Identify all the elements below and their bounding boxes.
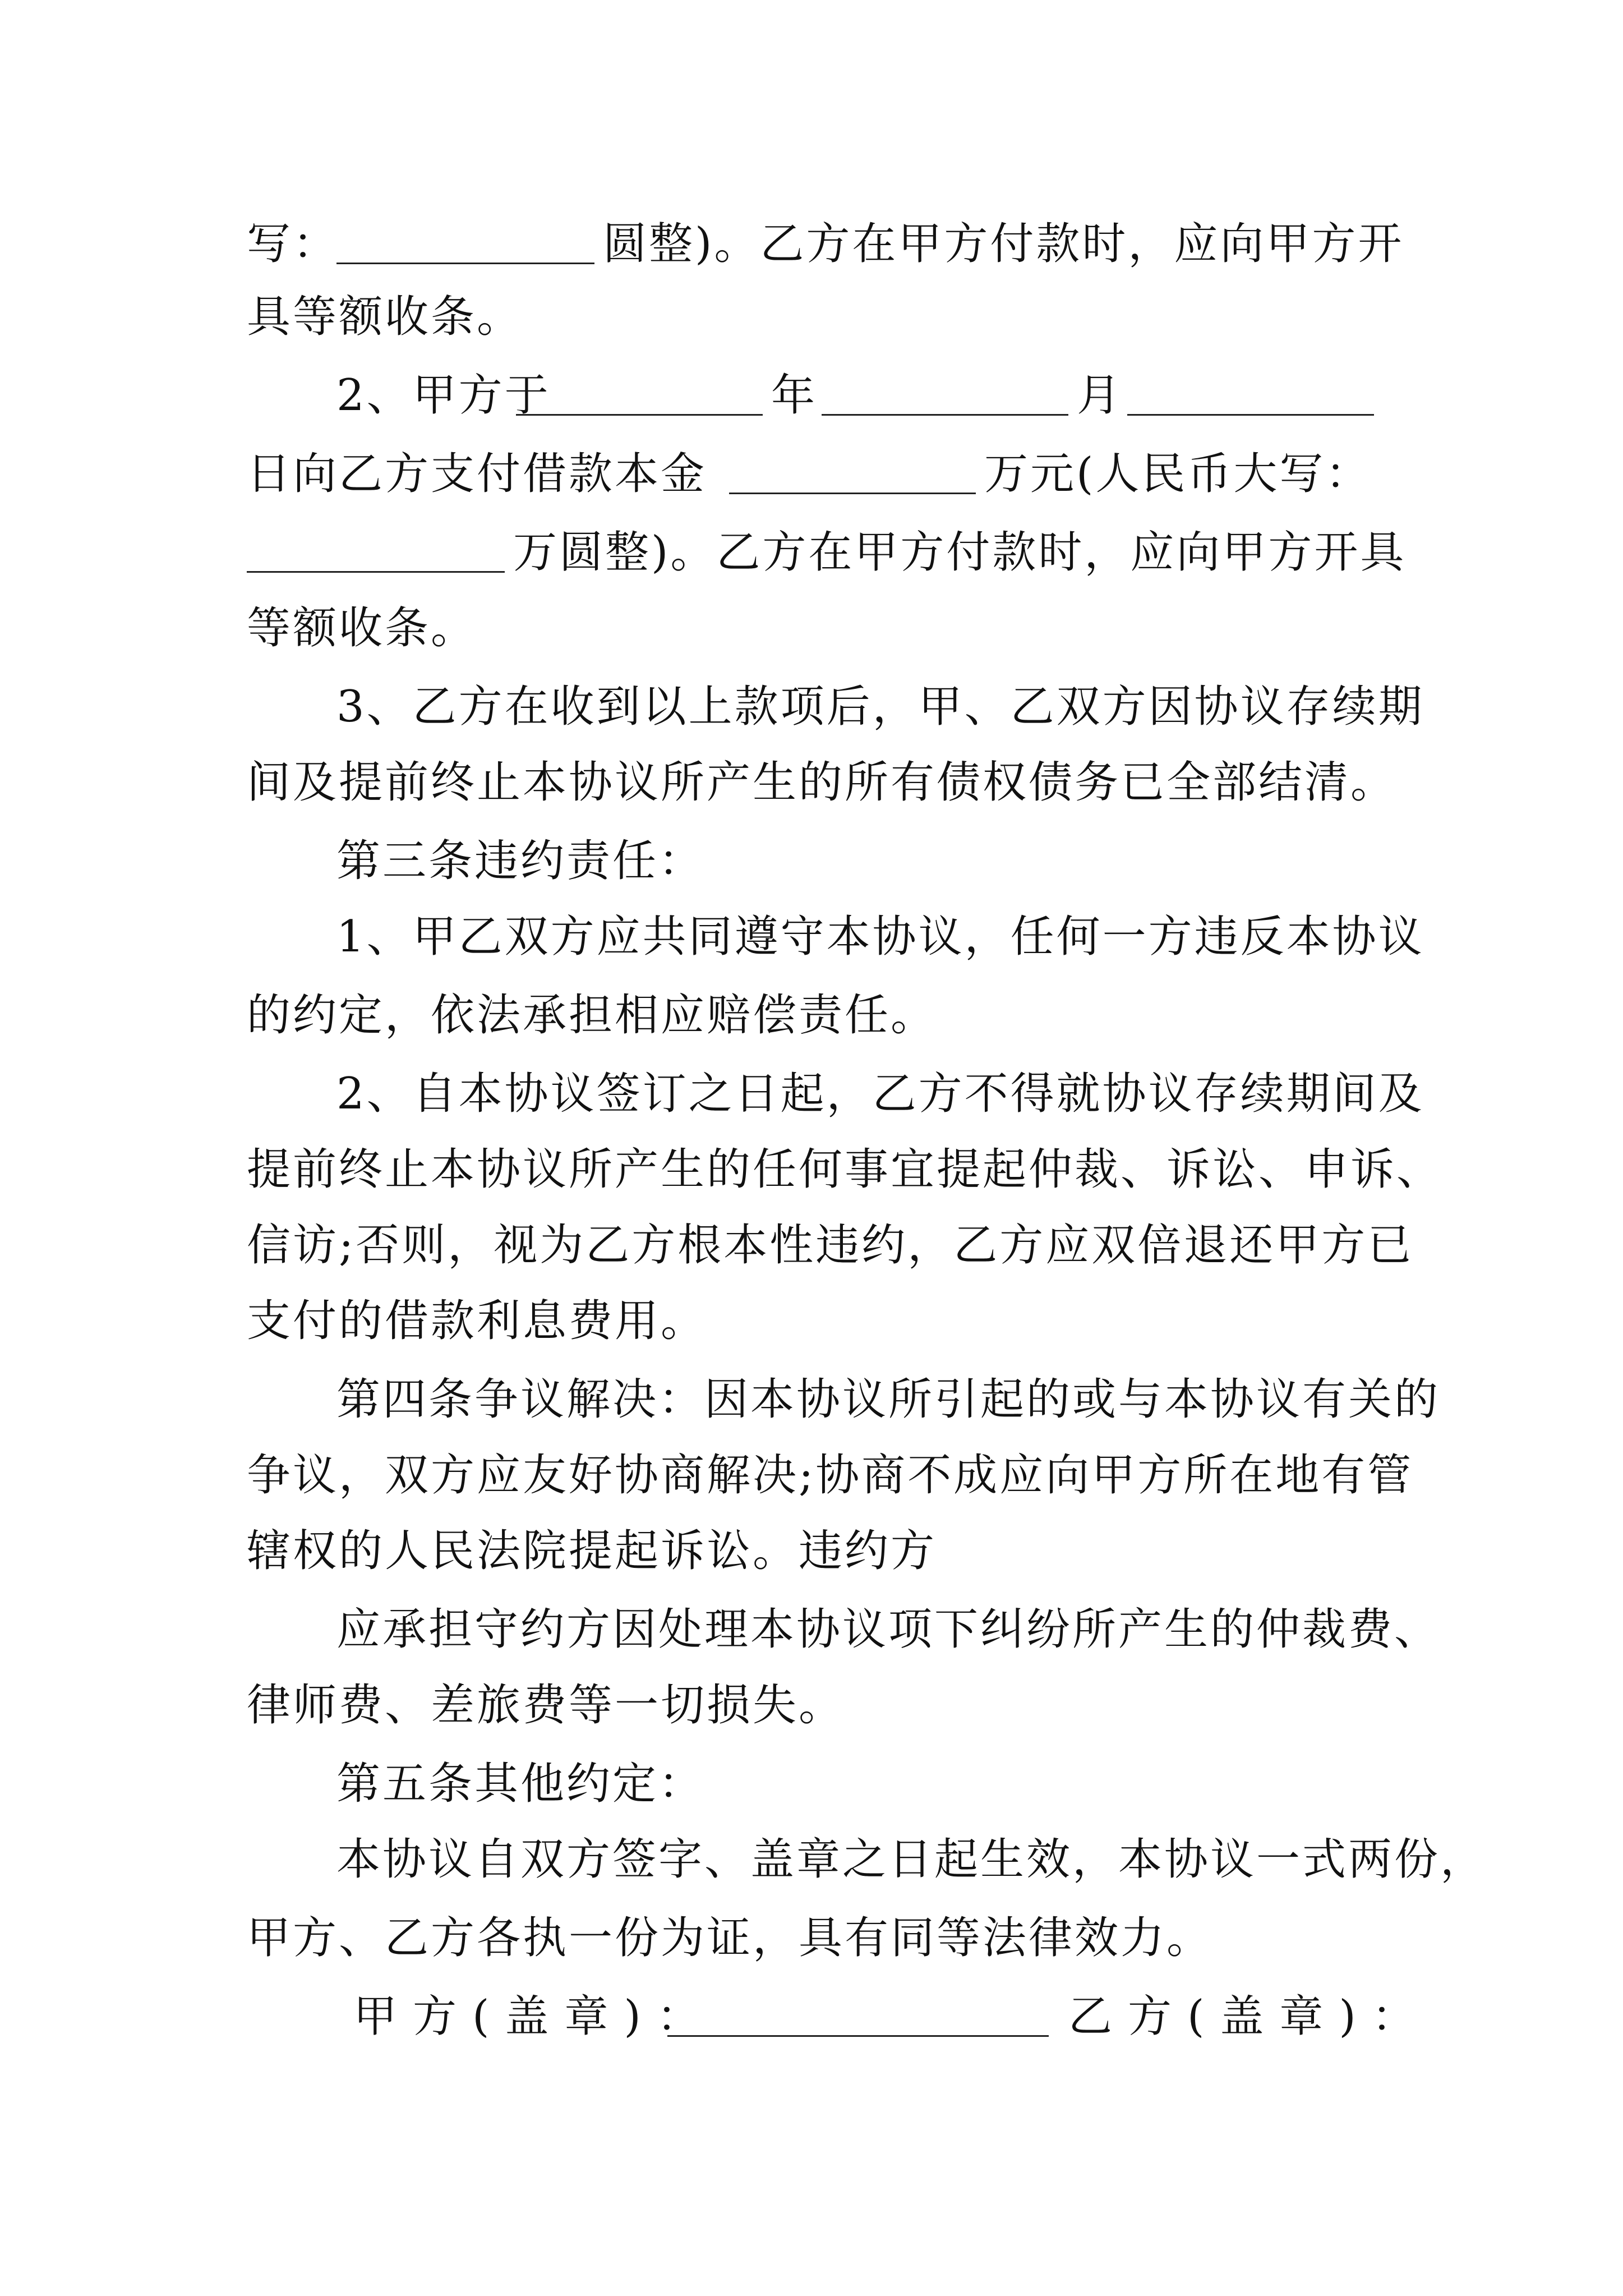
text-segment: 3、乙方在收到以上款项后，甲、乙双方因协议存续期 (336, 682, 1424, 732)
text-segment: 甲方、乙方各执一份为证，具有同等法律效力。 (247, 1913, 1213, 1963)
signature-blank (667, 2035, 1049, 2037)
text-line (0, 670, 1623, 743)
text-segment: 万元(人民币大写： (984, 449, 1372, 499)
text-line (0, 1515, 1623, 1588)
text-segment: 第四条争议解决：因本协议所引起的或与本协议有关的 (336, 1374, 1441, 1425)
text-line (0, 280, 1623, 353)
text-segment: 写： (247, 219, 339, 269)
text-line (0, 1669, 1623, 1742)
text-segment: 信访;否则，视为乙方根本性违约，乙方应双倍退还甲方已 (247, 1220, 1414, 1271)
text-line (0, 516, 1623, 589)
fill-in-blank (336, 263, 594, 264)
text-segment: 辖权的人民法院提起诉讼。违约方 (247, 1526, 937, 1576)
party-b-seal-label: 乙方(盖章)： (1068, 1991, 1431, 2042)
text-line (0, 979, 1623, 1052)
text-line (0, 1823, 1623, 1896)
party-a-seal-label: 甲方(盖章)： (353, 1991, 716, 2042)
text-segment: 年 (771, 370, 818, 421)
text-segment: 1、甲乙双方应共同遵守本协议，任何一方违反本协议 (336, 912, 1424, 962)
text-line (0, 746, 1623, 819)
text-line (0, 1593, 1623, 1666)
text-segment: 日向乙方支付借款本金 (247, 449, 707, 499)
text-line (0, 208, 1623, 280)
text-segment: 具等额收条。 (247, 292, 523, 342)
text-line (0, 1133, 1623, 1206)
fill-in-blank (247, 571, 505, 573)
text-line (0, 359, 1623, 432)
text-line (0, 900, 1623, 973)
text-segment: 第五条其他约定： (336, 1759, 705, 1809)
text-segment: 支付的借款利息费用。 (247, 1296, 707, 1346)
text-segment: 圆整)。乙方在甲方付款时，应向甲方开 (603, 219, 1404, 269)
text-segment: 万圆整)。乙方在甲方付款时，应向甲方开具 (513, 527, 1407, 578)
text-line (0, 1902, 1623, 1975)
text-line (0, 1285, 1623, 1358)
section-heading (0, 1747, 1623, 1820)
text-segment: 律师费、差旅费等一切损失。 (247, 1680, 845, 1731)
text-segment: 的约定，依法承担相应赔偿责任。 (247, 990, 937, 1041)
section-heading (0, 825, 1623, 898)
text-segment: 本协议自双方签字、盖章之日起生效，本协议一式两份， (336, 1834, 1487, 1885)
text-segment: 间及提前终止本协议所产生的所有债权债务已全部结清。 (247, 757, 1397, 808)
text-segment: 提前终止本协议所产生的任何事宜提起仲裁、诉讼、申诉、 (247, 1144, 1443, 1195)
text-segment: 争议，双方应友好协商解决;协商不成应向甲方所在地有管 (247, 1450, 1414, 1501)
text-line (0, 1057, 1623, 1130)
fill-in-blank (516, 414, 763, 416)
text-segment: 应承担守约方因处理本协议项下纠纷所产生的仲裁费、 (336, 1604, 1441, 1655)
text-segment: 第三条违约责任： (336, 836, 705, 886)
text-segment: 2、自本协议签订之日起，乙方不得就协议存续期间及 (336, 1069, 1424, 1119)
signature-line (0, 1980, 1623, 2053)
fill-in-blank (729, 493, 976, 494)
text-segment: 等额收条。 (247, 603, 477, 654)
text-line (0, 438, 1623, 510)
fill-in-blank (822, 414, 1068, 416)
text-line (0, 1363, 1623, 1436)
text-segment: 2、甲方于 (336, 370, 551, 421)
fill-in-blank (1127, 414, 1374, 416)
text-line (0, 592, 1623, 665)
text-line (0, 1209, 1623, 1282)
text-segment: 月 (1077, 370, 1123, 421)
text-line (0, 1439, 1623, 1512)
